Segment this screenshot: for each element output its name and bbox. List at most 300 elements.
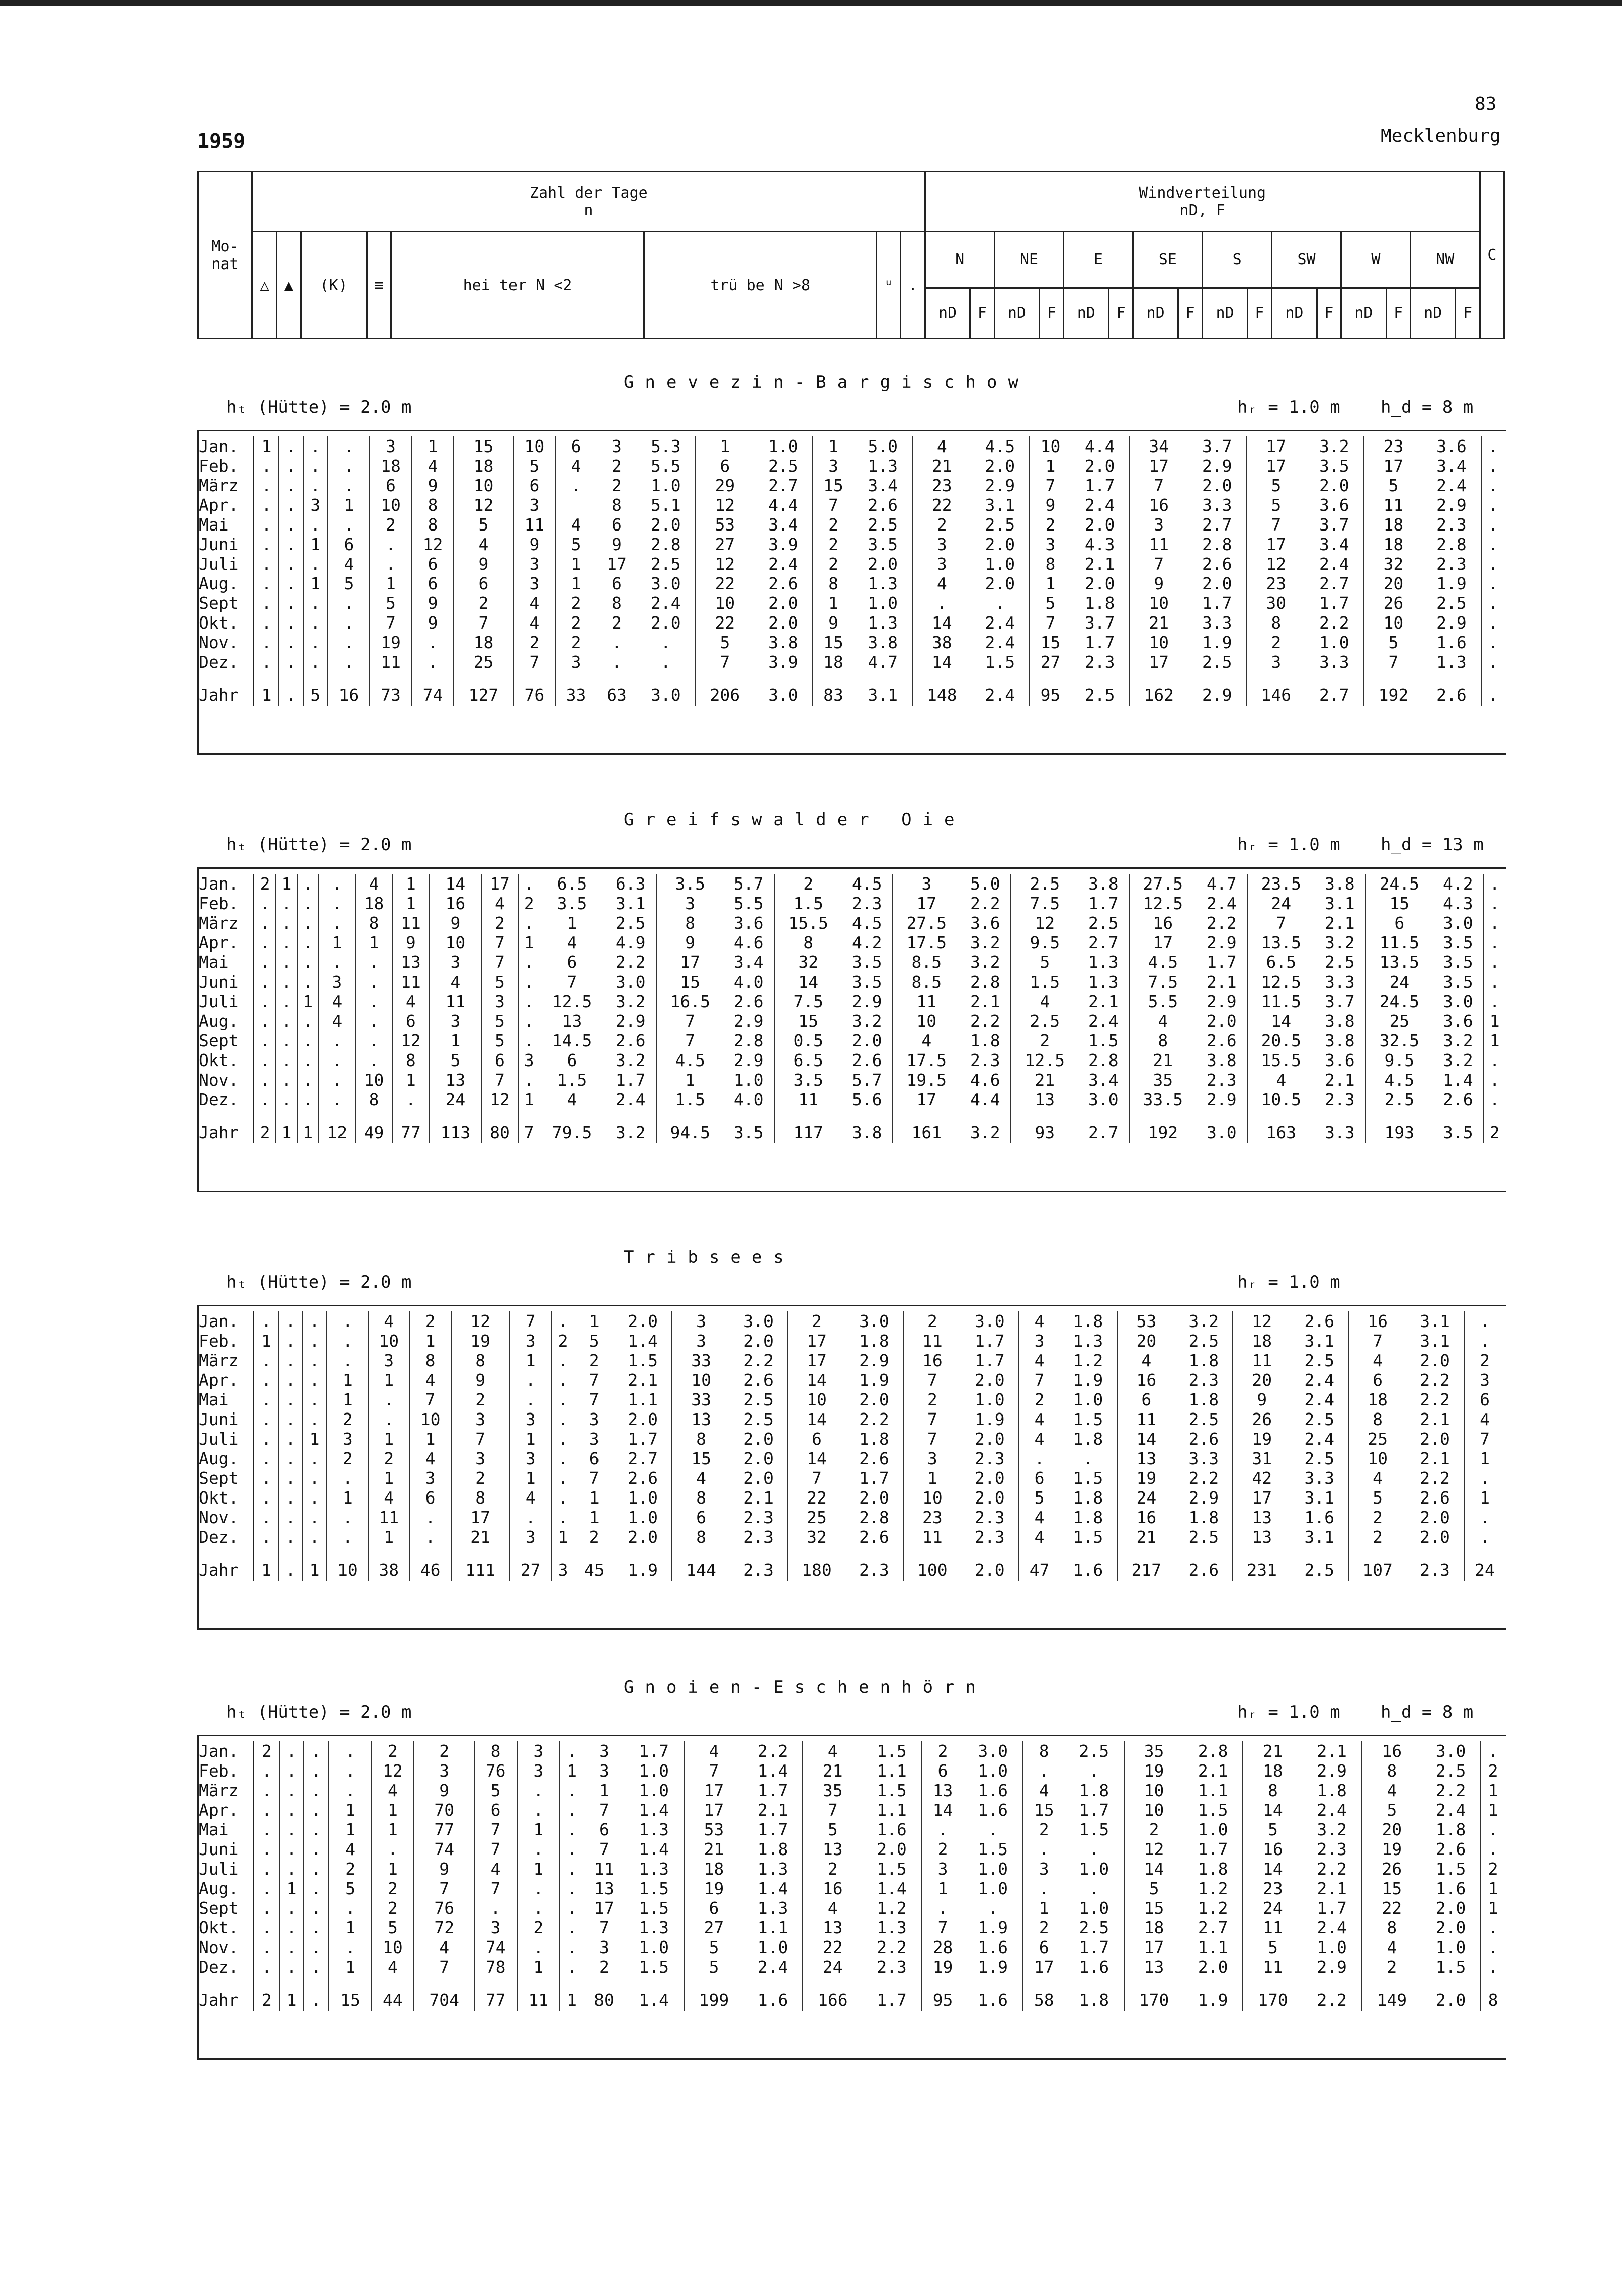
table-row <box>197 1937 1505 1957</box>
value-cell: . <box>279 574 303 593</box>
value-cell: 42 <box>1252 1468 1272 1488</box>
value-cell: 2.0 <box>637 515 696 535</box>
value-cell: 2.0 <box>1071 574 1130 593</box>
value-cell: 13.5 <box>1379 952 1420 972</box>
value-cell: 17 <box>916 1090 937 1109</box>
value-cell: 3 <box>409 1468 451 1488</box>
value-cell: 1 <box>937 1879 948 1898</box>
value-cell: 1.8 <box>1059 1488 1117 1508</box>
value-cell: . <box>328 593 370 613</box>
value-cell: . <box>254 535 279 554</box>
value-cell: 2 <box>589 1527 600 1547</box>
value-cell: 18 <box>1383 515 1404 535</box>
value-cell: . <box>297 952 319 972</box>
value-cell: 23 <box>1383 436 1404 456</box>
value-cell: 10 <box>368 1331 409 1351</box>
value-cell: 3.0 <box>637 574 696 593</box>
value-cell: . <box>1489 972 1500 992</box>
value-cell: 7 <box>1154 554 1164 574</box>
value-cell: . <box>392 1090 429 1109</box>
value-cell: 1.7 <box>1071 633 1130 652</box>
value-cell: . <box>356 952 392 972</box>
value-cell: 4 <box>474 1859 517 1879</box>
value-cell: 3.2 <box>1303 1820 1362 1839</box>
value-cell: 6.5 <box>557 874 587 894</box>
value-cell: 1 <box>1489 1011 1500 1031</box>
value-cell: 2.0 <box>754 593 813 613</box>
value-cell: . <box>524 913 534 933</box>
value-cell: 1 <box>589 1508 600 1527</box>
value-cell: 21 <box>1149 613 1169 633</box>
table-row <box>197 1050 1505 1070</box>
value-cell: 3.3 <box>1305 652 1364 672</box>
value-cell: 2.4 <box>754 554 813 574</box>
value-cell: 2.0 <box>961 1488 1019 1508</box>
value-cell: . <box>319 874 356 894</box>
value-cell: . <box>278 1527 302 1547</box>
value-cell: . <box>329 1741 372 1761</box>
month-cell: Juli <box>197 1429 254 1449</box>
value-cell: . <box>517 1937 560 1957</box>
value-cell: 2.6 <box>853 495 912 515</box>
value-cell: 2.9 <box>1422 613 1481 633</box>
value-cell: . <box>368 1390 409 1409</box>
value-cell: . <box>278 1547 302 1581</box>
value-cell: 9 <box>414 1859 474 1879</box>
value-cell: 12 <box>1266 554 1287 574</box>
value-cell: 2 <box>1387 1957 1397 1977</box>
value-cell: 3.2 <box>960 1109 1011 1143</box>
value-cell: 1.1 <box>862 1761 921 1781</box>
value-cell: 2.3 <box>730 1547 788 1581</box>
value-cell: 1.7 <box>743 1820 803 1839</box>
value-cell: 1.5 <box>862 1781 921 1800</box>
value-cell: 19 <box>451 1331 510 1351</box>
value-cell: 2.0 <box>1188 574 1247 593</box>
value-cell: 11 <box>368 1508 409 1527</box>
value-cell: 161 <box>911 1122 942 1142</box>
value-cell: 2.2 <box>605 952 656 972</box>
value-cell: . <box>254 1031 276 1050</box>
value-cell: 5 <box>372 1918 414 1937</box>
value-cell: 4 <box>921 1031 932 1050</box>
value-cell: 1 <box>372 1820 414 1839</box>
value-cell: 3.1 <box>1291 1331 1348 1351</box>
station-wind-height: h_d = 8 m <box>1381 1702 1474 1722</box>
value-cell: 1 <box>297 992 319 1011</box>
value-cell: 3.0 <box>964 1741 1023 1761</box>
value-cell: 17 <box>481 874 518 894</box>
value-cell: 1.8 <box>845 1429 903 1449</box>
value-cell: 1.6 <box>964 1781 1023 1800</box>
value-cell: 127 <box>454 672 513 706</box>
value-cell: 22 <box>931 495 952 515</box>
value-cell: 9 <box>1154 574 1164 593</box>
value-cell: 3.4 <box>723 952 775 972</box>
table-row <box>197 1781 1505 1800</box>
value-cell: 2.0 <box>971 456 1030 476</box>
month-cell: Okt. <box>197 1050 254 1070</box>
value-cell: 2.3 <box>730 1527 788 1547</box>
value-cell: . <box>558 1370 568 1390</box>
value-cell: 6 <box>1480 1390 1490 1409</box>
value-cell: 1.0 <box>625 1761 684 1781</box>
value-cell: 2.7 <box>1188 515 1247 535</box>
value-cell: 25 <box>1368 1429 1388 1449</box>
value-cell: 23 <box>931 476 952 495</box>
value-cell: 1.0 <box>964 1879 1023 1898</box>
value-cell: 2.0 <box>961 1429 1019 1449</box>
value-cell: 8.5 <box>911 952 942 972</box>
value-cell: 7 <box>812 1468 822 1488</box>
value-cell: 1.9 <box>1183 1977 1243 2011</box>
value-cell: 1.0 <box>853 593 912 613</box>
value-cell: 10 <box>691 1370 711 1390</box>
value-cell: 4 <box>827 1741 838 1761</box>
value-cell: 7 <box>409 1390 451 1409</box>
value-cell: . <box>303 1527 327 1547</box>
value-cell: . <box>1488 456 1498 476</box>
value-cell: 2.2 <box>1406 1390 1464 1409</box>
value-cell: 3 <box>509 1409 551 1429</box>
value-cell: . <box>279 1859 304 1879</box>
value-cell: 2.0 <box>1305 476 1364 495</box>
value-cell: 13 <box>1252 1527 1272 1547</box>
value-cell: 2.7 <box>1078 1109 1129 1143</box>
value-cell: 3 <box>571 652 581 672</box>
value-cell: 1 <box>392 874 429 894</box>
value-cell: . <box>279 1957 304 1977</box>
value-cell: 53 <box>704 1820 724 1839</box>
value-cell: 1.7 <box>1071 476 1130 495</box>
value-cell: 4 <box>1034 1409 1045 1429</box>
value-cell: 2.0 <box>614 1409 672 1429</box>
value-cell: 2 <box>451 1468 510 1488</box>
value-cell: 16 <box>922 1351 943 1370</box>
value-cell: 3 <box>509 1527 551 1547</box>
value-cell: 1 <box>372 1859 414 1879</box>
value-cell: 3.3 <box>1188 613 1247 633</box>
value-cell: . <box>1488 476 1498 495</box>
station-hut-height: hₜ (Hütte) = 2.0 m <box>226 397 412 417</box>
value-cell: . <box>1489 913 1500 933</box>
value-cell: 9 <box>1045 495 1056 515</box>
month-cell: Jan. <box>197 1311 254 1331</box>
value-cell: 8 <box>412 515 454 535</box>
value-cell: . <box>279 495 303 515</box>
value-cell: 11.5 <box>1379 933 1420 952</box>
value-cell: 11 <box>1263 1957 1283 1977</box>
value-cell: 8.5 <box>911 972 942 992</box>
value-cell: 2.8 <box>845 1508 903 1527</box>
value-cell: 22 <box>807 1488 827 1508</box>
value-cell: 14 <box>1263 1859 1283 1879</box>
value-cell: 27.5 <box>906 913 947 933</box>
value-cell: 7 <box>1045 613 1056 633</box>
value-cell: 3 <box>474 1918 517 1937</box>
value-cell: 19 <box>1252 1429 1272 1449</box>
value-cell: . <box>303 1409 327 1429</box>
value-cell: 3 <box>368 1351 409 1370</box>
table-row <box>197 933 1505 952</box>
value-cell: 3.5 <box>793 1070 824 1090</box>
value-cell: 4.2 <box>1432 874 1484 894</box>
value-cell: . <box>254 1800 279 1820</box>
value-cell: 1 <box>409 1331 451 1351</box>
day-col-5: trü be N >8 <box>644 232 877 339</box>
value-cell: 2.5 <box>730 1409 788 1429</box>
value-cell: . <box>370 554 412 574</box>
table-row <box>197 894 1505 913</box>
value-cell: . <box>279 535 303 554</box>
sub-header-nd: nD <box>1203 288 1248 338</box>
value-cell: 5 <box>481 972 518 992</box>
value-cell: 15 <box>680 972 701 992</box>
value-cell: 2.3 <box>1303 1839 1362 1859</box>
station-rain-height: hᵣ = 1.0 m <box>1237 835 1340 855</box>
value-cell: . <box>637 633 696 652</box>
value-cell: 1.0 <box>754 436 813 456</box>
value-cell: 3.5 <box>841 972 893 992</box>
station-table <box>197 436 1505 706</box>
value-cell: 4 <box>329 1839 372 1859</box>
value-cell: 2 <box>481 913 518 933</box>
value-cell: 1 <box>409 1429 451 1449</box>
value-cell: . <box>319 1050 356 1070</box>
sub-header-nd: nD <box>1272 288 1317 338</box>
value-cell: 2.1 <box>1303 1879 1362 1898</box>
value-cell: 2.4 <box>1421 1800 1481 1820</box>
value-cell: 162 <box>1144 685 1174 705</box>
value-cell: . <box>303 554 328 574</box>
value-cell: 2.1 <box>1406 1449 1464 1468</box>
value-cell: . <box>1489 933 1500 952</box>
value-cell: 2 <box>451 1390 510 1409</box>
value-cell: 3.8 <box>1314 1011 1365 1031</box>
month-cell: Jahr <box>197 1109 254 1143</box>
value-cell: 148 <box>926 685 957 705</box>
value-cell: 4.5 <box>841 913 893 933</box>
month-cell: Aug. <box>197 1449 254 1468</box>
value-cell: 2.0 <box>1421 1898 1481 1918</box>
value-cell: 1.7 <box>862 1977 921 2011</box>
value-cell: 1.7 <box>605 1070 656 1090</box>
value-cell: . <box>303 456 328 476</box>
value-cell: 3.7 <box>1188 436 1247 456</box>
value-cell: . <box>517 1781 560 1800</box>
table-row <box>197 1800 1505 1820</box>
value-cell: 3.4 <box>1422 456 1481 476</box>
value-cell: 2.1 <box>1196 972 1247 992</box>
month-cell: März <box>197 476 254 495</box>
value-cell: 3.8 <box>1314 1031 1365 1050</box>
value-cell: 2.6 <box>754 574 813 593</box>
value-cell: 11 <box>1383 495 1404 515</box>
value-cell: 1.4 <box>743 1761 803 1781</box>
value-cell: 1.3 <box>625 1859 684 1879</box>
value-cell: . <box>254 1449 279 1468</box>
value-cell: 12 <box>715 554 735 574</box>
value-cell: 7.5 <box>1030 894 1060 913</box>
dir-SW: SW <box>1272 232 1341 288</box>
station-rain-height: hᵣ = 1.0 m <box>1237 1702 1340 1722</box>
table-row <box>197 972 1505 992</box>
sub-header-f: F <box>1247 288 1271 338</box>
month-cell: Aug. <box>197 1879 254 1898</box>
value-cell: 2.4 <box>1071 495 1130 515</box>
value-cell: 1.3 <box>743 1859 803 1879</box>
value-cell: 1.6 <box>1291 1508 1348 1527</box>
value-cell: . <box>567 1879 577 1898</box>
value-cell: 2.6 <box>1196 1031 1247 1050</box>
value-cell: 3.2 <box>605 992 656 1011</box>
month-cell: Dez. <box>197 1527 254 1547</box>
value-cell: . <box>278 1468 302 1488</box>
value-cell: 1.2 <box>862 1898 921 1918</box>
value-cell: . <box>254 633 279 652</box>
value-cell: 2 <box>828 554 838 574</box>
value-cell: 5 <box>1387 1800 1397 1820</box>
value-cell: 1 <box>327 1488 368 1508</box>
value-cell: . <box>328 515 370 535</box>
value-cell: 5 <box>328 574 370 593</box>
value-cell: . <box>303 1508 327 1527</box>
value-cell: 3.2 <box>841 1011 893 1031</box>
value-cell: 8 <box>1039 1741 1049 1761</box>
value-cell: . <box>1489 952 1500 972</box>
value-cell: 12.5 <box>1261 972 1302 992</box>
value-cell: 199 <box>699 1990 729 2010</box>
value-cell: 3.0 <box>730 1311 788 1331</box>
value-cell: 5 <box>370 593 412 613</box>
value-cell: . <box>612 633 622 652</box>
value-cell: 2 <box>454 593 513 613</box>
value-cell: 23 <box>922 1508 943 1527</box>
value-cell: 6 <box>612 574 622 593</box>
value-cell: 38 <box>368 1547 409 1581</box>
value-cell: 2.2 <box>730 1351 788 1370</box>
month-cell: Nov. <box>197 1508 254 1527</box>
value-cell: . <box>279 436 303 456</box>
value-cell: 3.2 <box>1432 1031 1484 1050</box>
value-cell: . <box>279 1820 304 1839</box>
value-cell: . <box>1480 1508 1490 1527</box>
value-cell: 3 <box>430 1011 482 1031</box>
value-cell: . <box>279 1918 304 1937</box>
value-cell: 1.0 <box>723 1070 775 1090</box>
value-cell: 8 <box>696 1527 707 1547</box>
value-cell: 5 <box>827 1820 838 1839</box>
value-cell: 10 <box>409 1409 451 1429</box>
value-cell: . <box>558 1508 568 1527</box>
table-row <box>197 652 1505 672</box>
value-cell: 1.4 <box>743 1879 803 1898</box>
value-cell: . <box>1059 1449 1117 1468</box>
value-cell: 2.2 <box>743 1741 803 1761</box>
value-cell: 7 <box>1373 1331 1383 1351</box>
value-cell: 24 <box>1263 1898 1283 1918</box>
value-cell: . <box>328 436 370 456</box>
value-cell: 1.3 <box>853 456 912 476</box>
value-cell: . <box>254 972 276 992</box>
value-cell: . <box>279 1937 304 1957</box>
value-cell: . <box>509 1370 551 1390</box>
value-cell: 2.9 <box>1175 1488 1233 1508</box>
value-cell: 5.5 <box>723 894 775 913</box>
value-cell: 2 <box>1045 515 1056 535</box>
value-cell: 1 <box>430 1031 482 1050</box>
value-cell: 11 <box>517 1977 560 2011</box>
value-cell: 2.3 <box>730 1508 788 1527</box>
value-cell: . <box>329 1761 372 1781</box>
value-cell: . <box>567 1957 577 1977</box>
table-row <box>197 1527 1505 1547</box>
value-cell: 3.6 <box>723 913 775 933</box>
value-cell: 3 <box>514 574 556 593</box>
value-cell: 3 <box>303 495 328 515</box>
value-cell: 2.4 <box>1303 1918 1362 1937</box>
value-cell: 14 <box>932 1800 953 1820</box>
value-cell: 4.4 <box>1071 436 1130 456</box>
day-col-4: hei ter N <2 <box>391 232 644 339</box>
value-cell: . <box>276 1070 297 1090</box>
value-cell: 4 <box>1158 1011 1168 1031</box>
table-row <box>197 554 1505 574</box>
calm-header: C <box>1480 172 1504 339</box>
value-cell: . <box>276 1031 297 1050</box>
station-table <box>197 874 1505 1143</box>
month-cell: Jan. <box>197 874 254 894</box>
value-cell: 1.9 <box>614 1547 672 1581</box>
month-cell: Jahr <box>197 672 254 706</box>
value-cell: 1.7 <box>614 1429 672 1449</box>
value-cell: . <box>254 913 276 933</box>
value-cell: 3.8 <box>754 633 813 652</box>
value-cell: 7 <box>524 1122 534 1142</box>
value-cell: 180 <box>802 1560 832 1580</box>
value-cell: 149 <box>1377 1990 1407 2010</box>
table-row <box>197 913 1505 933</box>
value-cell: 4 <box>514 593 556 613</box>
value-cell: 4 <box>1039 1781 1049 1800</box>
value-cell: 1.2 <box>1183 1879 1243 1898</box>
value-cell: . <box>558 1468 568 1488</box>
table-row <box>197 1109 1505 1143</box>
value-cell: . <box>1488 613 1498 633</box>
value-cell: 17.5 <box>906 1050 947 1070</box>
value-cell: 76 <box>514 672 556 706</box>
value-cell: 24.5 <box>1379 874 1420 894</box>
value-cell: . <box>370 535 412 554</box>
value-cell: 7 <box>1480 1429 1490 1449</box>
value-cell: 27 <box>704 1918 724 1937</box>
value-cell: . <box>558 1351 568 1370</box>
value-cell: 11 <box>916 992 937 1011</box>
value-cell: 1 <box>254 1547 279 1581</box>
value-cell: 3 <box>589 1409 600 1429</box>
value-cell: 2 <box>370 515 412 535</box>
value-cell: 27 <box>715 535 735 554</box>
value-cell: 12 <box>454 495 513 515</box>
value-cell: . <box>571 476 581 495</box>
top-border <box>0 0 1622 6</box>
value-cell: . <box>254 1409 279 1429</box>
value-cell: 2 <box>1040 1031 1050 1050</box>
value-cell: 4 <box>696 1468 707 1488</box>
value-cell: . <box>297 874 319 894</box>
value-cell: 2.2 <box>1421 1781 1481 1800</box>
value-cell: 21 <box>704 1839 724 1859</box>
